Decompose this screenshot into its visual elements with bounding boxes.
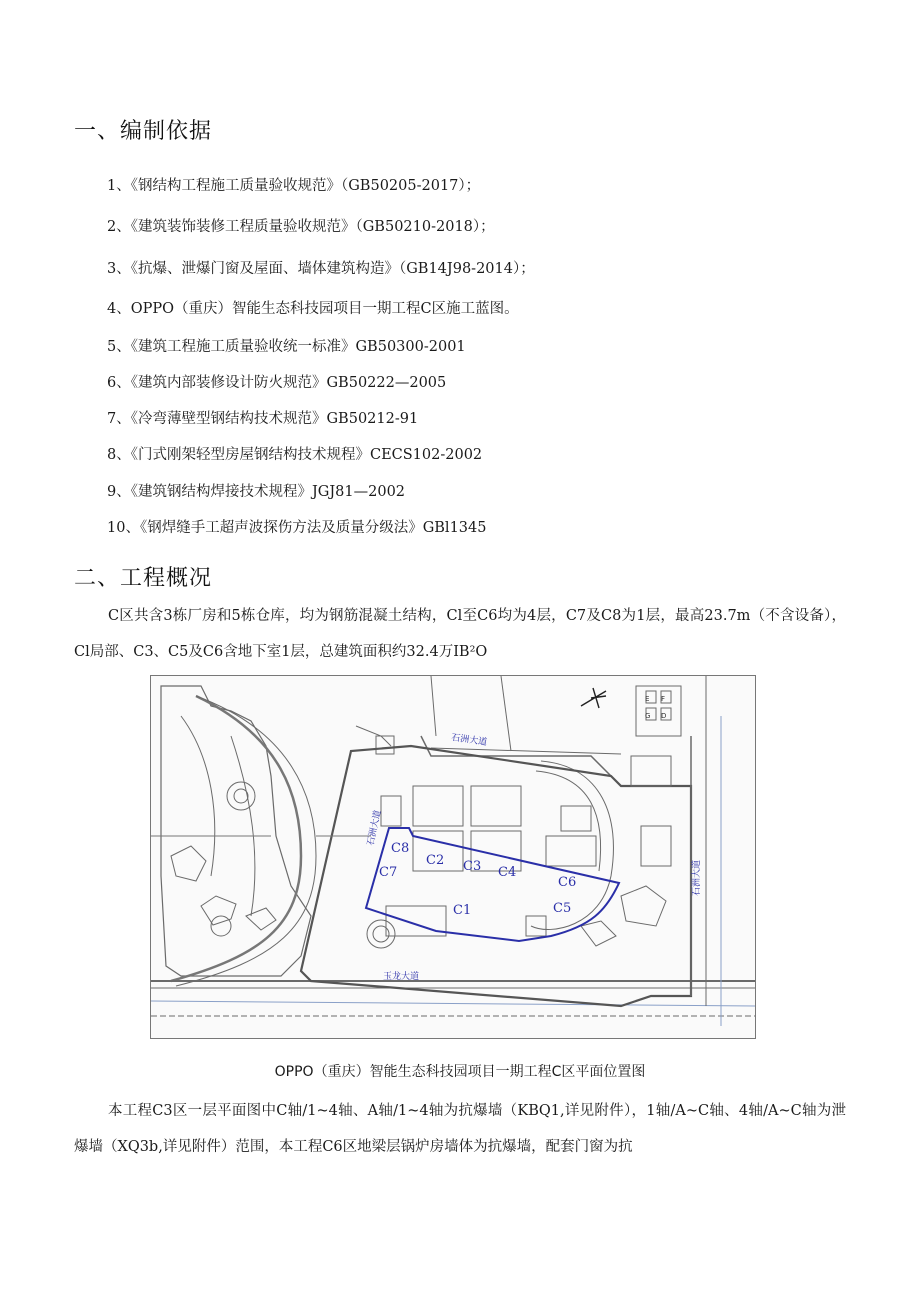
overview-paragraph: C区共含3栋厂房和5栋仓库，均为钢筋混凝土结构，Cl至C6均为4层，C7及C8为1层，最高23.7m（不含设备），Cl局部、C3、C5及C6含地下室1层，总建筑面积约32.4万IB²O: [74, 608, 846, 660]
road-label-right: 石洲大道: [692, 859, 702, 896]
basis-item-7: 7、《冷弯薄壁型钢结构技术规范》GB50212-91: [107, 411, 419, 427]
basis-item-6: 6、《建筑内部装修设计防火规范》GB50222—2005: [107, 375, 447, 391]
site-plan-drawing: [151, 676, 755, 1038]
basis-item-3: 3、《抗爆、泄爆门窗及屋面、墙体建筑构造》（GB14J98-2014）；: [107, 261, 535, 277]
road-label-top: 石洲大道: [450, 733, 488, 748]
map-legend-letter-d: D: [661, 712, 667, 720]
section2-title: 二、工程概况: [74, 566, 213, 591]
map-legend-letter-e: E: [645, 695, 650, 703]
description-paragraph: 本工程C3区一层平面图中C轴/1~4轴、A轴/1~4轴为抗爆墙（KBQ1,详见附件），1轴/A~C轴、4轴/A~C轴为泄爆墙（XQ3b,详见附件）范围，本工程C6区地梁层锅炉房墙体为抗爆墙，配套门窗为抗: [74, 1103, 846, 1155]
section1-title: 一、编制依据: [74, 119, 213, 144]
basis-item-8: 8、《门式刚架轻型房屋钢结构技术规程》CECS102-2002: [107, 447, 483, 463]
zone-label-c7: C7: [379, 865, 398, 880]
road-label-bottom: 玉龙大道: [383, 972, 420, 982]
basis-item-2: 2、《建筑装饰装修工程质量验收规范》（GB50210-2018）；: [107, 219, 495, 235]
zone-label-c3: C3: [463, 859, 482, 874]
zone-label-c5: C5: [553, 901, 572, 916]
basis-item-1: 1、《钢结构工程施工质量验收规范》（GB50205-2017）；: [107, 178, 481, 194]
road-label-left: 石洲大道: [366, 809, 384, 847]
map-legend-letter-f: F: [661, 695, 666, 703]
basis-item-10: 10、《钢焊缝手工超声波探伤方法及质量分级法》GBl1345: [107, 520, 487, 536]
zone-label-c2: C2: [426, 853, 445, 868]
basis-item-5: 5、《建筑工程施工质量验收统一标准》GB50300-2001: [107, 339, 466, 355]
map-legend-letter-g: G: [645, 712, 651, 720]
figure-caption: OPPO（重庆）智能生态科技园项目一期工程C区平面位置图: [274, 1064, 646, 1080]
site-plan-figure: [150, 675, 756, 1039]
basis-item-9: 9、《建筑钢结构焊接技术规程》JGJ81—2002: [107, 484, 406, 500]
zone-label-c6: C6: [558, 875, 577, 890]
basis-item-4: 4、OPPO（重庆）智能生态科技园项目一期工程C区施工蓝图。: [107, 301, 519, 317]
zone-label-c1: C1: [453, 903, 472, 918]
zone-label-c8: C8: [391, 841, 410, 856]
zone-label-c4: C4: [498, 865, 517, 880]
